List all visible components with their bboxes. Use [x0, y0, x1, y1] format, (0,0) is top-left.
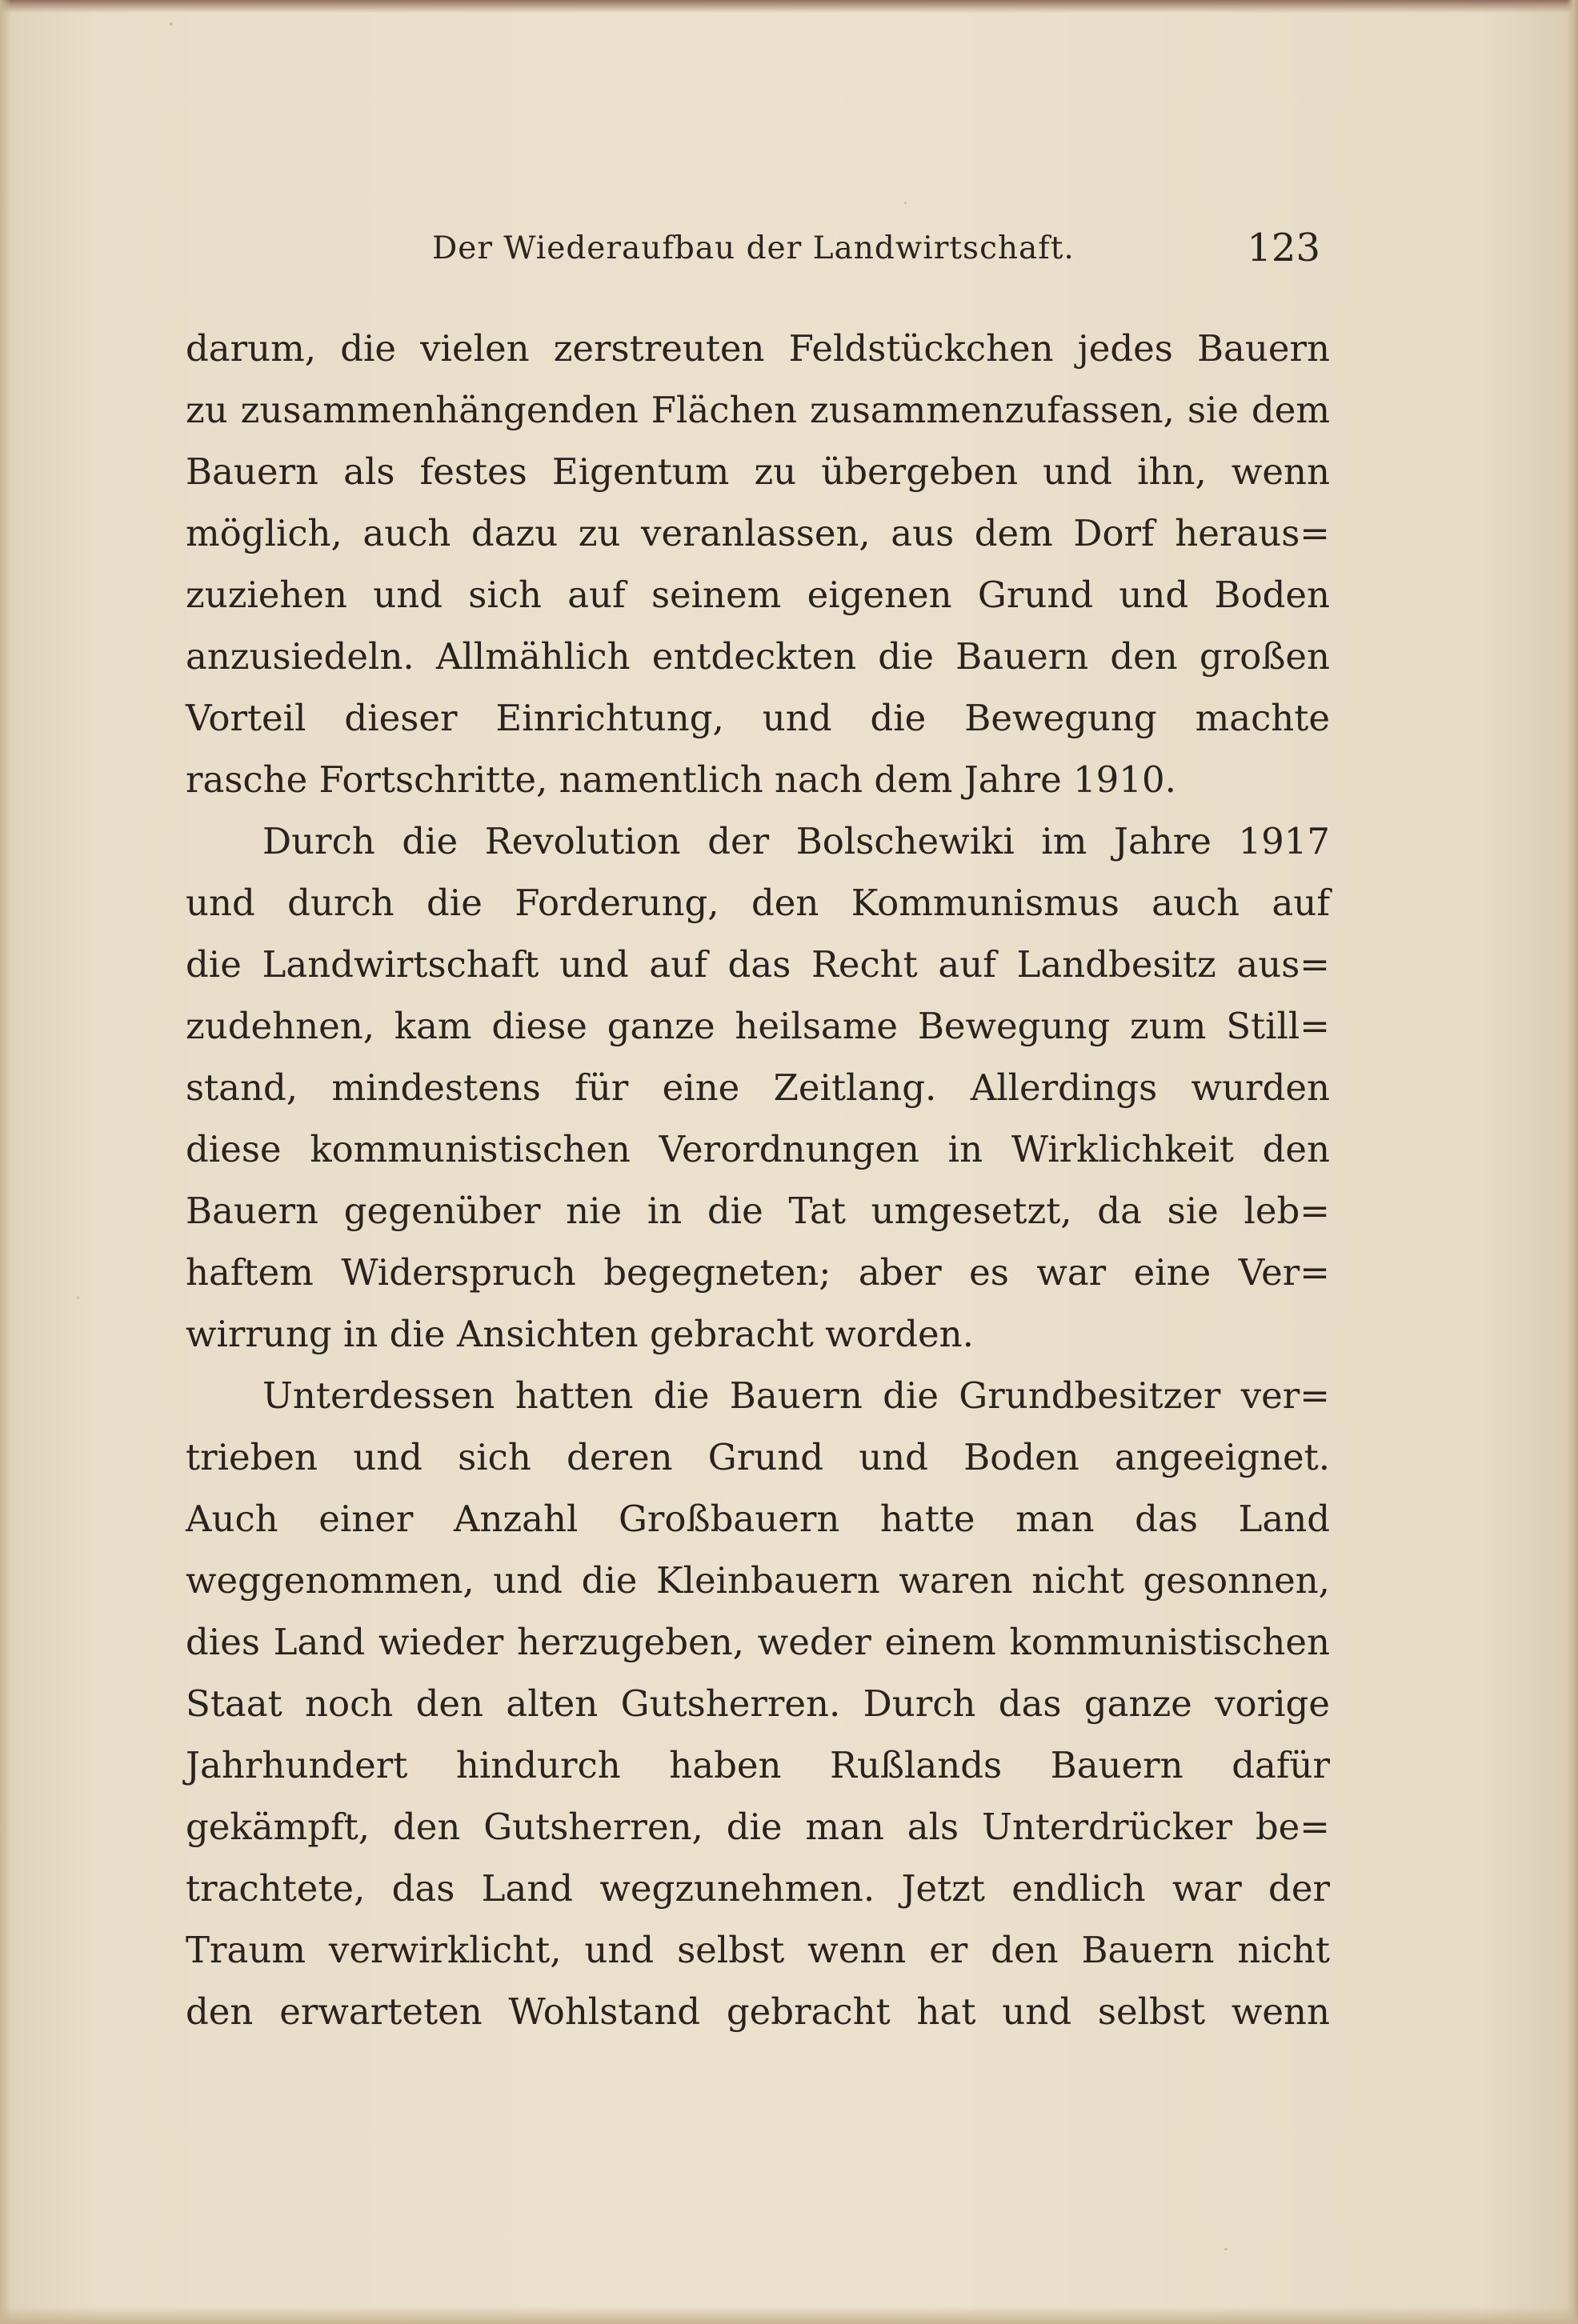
text-line: zu zusammenhängenden Flächen zusammenzufassen, sie dem — [186, 389, 1330, 431]
text-line: zuziehen und sich auf seinem eigenen Grund und Boden — [186, 574, 1330, 616]
page-left-edge — [0, 0, 11, 2324]
text-line: zudehnen, kam diese ganze heilsame Bewegung zum Still= — [186, 1005, 1330, 1047]
page-number: 123 — [1247, 226, 1320, 270]
text-line: Bauern als festes Eigentum zu übergeben und ihn, wenn — [186, 450, 1330, 493]
text-line: Unterdessen hatten die Bauern die Grundbesitzer ver= — [262, 1374, 1330, 1417]
page-top-edge — [0, 0, 1578, 13]
text-line: die Landwirtschaft und auf das Recht auf Landbesitz aus= — [186, 943, 1330, 986]
text-line: Traum verwirklicht, und selbst wenn er den Bauern nicht — [186, 1929, 1330, 1971]
text-line: darum, die vielen zerstreuten Feldstückchen jedes Bauern — [186, 327, 1330, 370]
paper-speck — [77, 1296, 79, 1299]
text-line: rasche Fortschritte, namentlich nach dem Jahre 1910. — [186, 758, 1176, 801]
text-line: Jahrhundert hindurch haben Rußlands Bauern dafür — [186, 1744, 1330, 1786]
text-line: wirrung in die Ansichten gebracht worden. — [186, 1313, 974, 1355]
body-text — [186, 318, 1330, 2042]
text-line: stand, mindestens für eine Zeitlang. Allerdings wurden — [186, 1066, 1330, 1109]
text-line: gekämpft, den Gutsherren, die man als Unterdrücker be= — [186, 1806, 1330, 1848]
text-line: Vorteil dieser Einrichtung, und die Bewegung machte — [186, 697, 1330, 739]
text-line: diese kommunistischen Verordnungen in Wirklichkeit den — [186, 1128, 1330, 1170]
text-line: dies Land wieder herzugeben, weder einem kommunistischen — [186, 1621, 1330, 1663]
page-bottom-edge — [0, 2306, 1578, 2324]
text-line: Durch die Revolution der Bolschewiki im Jahre 1917 — [262, 820, 1330, 862]
text-line: trieben und sich deren Grund und Boden angeeignet. — [186, 1436, 1330, 1478]
running-header — [192, 222, 1320, 278]
page-right-edge — [1567, 0, 1578, 2324]
text-line: möglich, auch dazu zu veranlassen, aus dem Dorf heraus= — [186, 512, 1330, 554]
text-line: Auch einer Anzahl Großbauern hatte man das Land — [186, 1498, 1330, 1540]
running-title: Der Wiederaufbau der Landwirtschaft. — [432, 230, 1075, 266]
text-line: trachtete, das Land wegzunehmen. Jetzt endlich war der — [186, 1867, 1330, 1910]
text-line: weggenommen, und die Kleinbauern waren nicht gesonnen, — [186, 1559, 1330, 1602]
text-line: Staat noch den alten Gutsherren. Durch das ganze vorige — [186, 1682, 1330, 1725]
text-line: den erwarteten Wohlstand gebracht hat und selbst wenn — [186, 1990, 1330, 2033]
paper-speck — [1224, 2248, 1228, 2250]
text-line: Bauern gegenüber nie in die Tat umgesetzt, da sie leb= — [186, 1190, 1330, 1232]
text-line: anzusiedeln. Allmählich entdeckten die Bauern den großen — [186, 635, 1330, 678]
paper-speck — [904, 202, 907, 204]
text-line: haftem Widerspruch begegneten; aber es war eine Ver= — [186, 1251, 1330, 1294]
text-line: und durch die Forderung, den Kommunismus auch auf — [186, 882, 1330, 924]
paper-speck — [170, 22, 173, 26]
